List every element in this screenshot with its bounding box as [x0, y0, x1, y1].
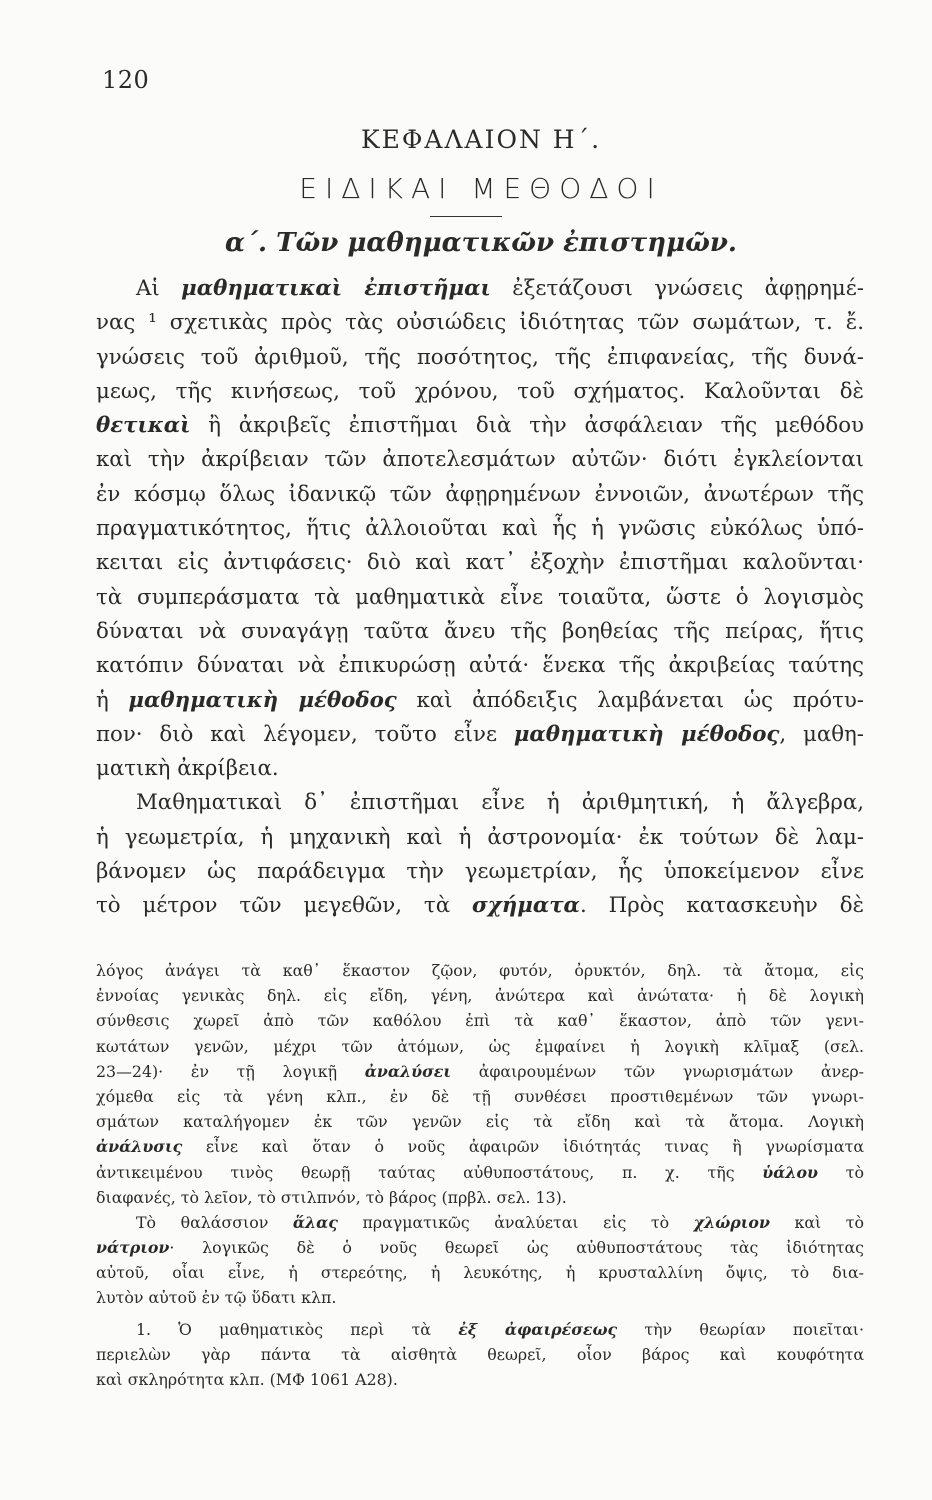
text-line: κειται εἰς ἀντιφάσεις· διὸ καὶ κατ᾿ ἐξοχὴν ἐπιστῆμαι καλοῦνται·	[96, 550, 864, 576]
body-text	[96, 272, 864, 924]
footnote-line: σμάτων καταλήγομεν ἐκ τῶν γενῶν εἰς τὰ εἴδη καὶ τὰ ἄτομα. Λογικὴ	[96, 1112, 864, 1132]
page-number: 120	[102, 66, 150, 94]
text-line: γνώσεις τοῦ ἀριθμοῦ, τῆς ποσότητος, τῆς ἐπιφανείας, τῆς δυνά-	[96, 344, 864, 370]
footnote-line: χόμεθα εἰς τὰ γένη κλπ., ἐν δὲ τῇ συνθέσει προστιθεμένων τῶν γνωρι-	[96, 1086, 864, 1106]
text-line: Μαθηματικαὶ δ᾿ ἐπιστῆμαι εἶνε ἡ ἀριθμητική, ἡ ἄλγεβρα,	[136, 790, 864, 816]
footnote-line: σύνθεσις χωρεῖ ἀπὸ τῶν καθόλου ἐπὶ τὰ καθ᾿ ἕκαστον, ἀπὸ τῶν γενι-	[96, 1011, 864, 1031]
footnote-line: 23—24)· ἐν τῇ λογικῇ ἀναλύσει ἀφαιρουμένων τῶν γνωρισμάτων ἀνερ-	[96, 1061, 864, 1081]
footnotes	[96, 958, 864, 1392]
footnote-line: αὐτοῦ, οἷαι εἶνε, ἡ στερεότης, ἡ λευκότης, ἡ κρυσταλλίνη ὄψις, τὸ δια-	[96, 1263, 864, 1283]
footnote-line: ἀνάλυσις εἶνε καὶ ὅταν ὁ νοῦς ἀφαιρῶν ἰδιότητάς τινας ἢ γνωρίσματα	[96, 1137, 864, 1157]
text-line: ματικὴ ἀκρίβεια.	[96, 756, 279, 782]
text-line: νας ¹ σχετικὰς πρὸς τὰς οὐσιώδεις ἰδιότητας τῶν σωμάτων, τ. ἔ.	[96, 310, 864, 336]
text-line: δύναται νὰ συναγάγῃ ταῦτα ἄνευ τῆς βοηθείας τῆς πείρας, ἥτις	[96, 618, 864, 644]
text-line: μεως, τῆς κινήσεως, τοῦ χρόνου, τοῦ σχήματος. Καλοῦνται δὲ	[96, 378, 864, 404]
footnote-line: ἐννοίας γενικὰς δηλ. εἰς εἴδη, γένη, ἀνώτερα καὶ ἀνώτατα· ἡ δὲ λογικὴ	[96, 986, 864, 1006]
text-line: Αἱ μαθηματικαὶ ἐπιστῆμαι ἐξετάζουσι γνώσεις ἀφῃρημέ-	[136, 276, 864, 301]
text-line: κατόπιν δύναται νὰ ἐπικυρώσῃ αὐτά· ἕνεκα τῆς ἀκριβείας ταύτης	[96, 653, 864, 679]
text-line: πον· διὸ καὶ λέγομεν, τοῦτο εἶνε μαθηματικὴ μέθοδος, μαθη-	[96, 721, 864, 747]
text-line: θετικαὶ ἢ ἀκριβεῖς ἐπιστῆμαι διὰ τὴν ἀσφάλειαν τῆς μεθόδου	[96, 413, 864, 439]
footnote-line: ἀντικειμένου τινὸς θεωρῇ ταύτας αὐθυποστάτους, π. χ. τῆς ὑάλου τὸ	[96, 1162, 864, 1182]
footnote-line: 1. Ὁ μαθηματικὸς περὶ τὰ ἐξ ἀφαιρέσεως τὴν θεωρίαν ποιεῖται·	[136, 1319, 864, 1339]
text-line: καὶ τὴν ἀκρίβειαν τῶν ἀποτελεσμάτων αὐτῶν· διότι ἐγκλείονται	[96, 447, 864, 473]
footnote-line: καὶ σκληρότητα κλπ. (ΜΦ 1061 Α28).	[96, 1370, 398, 1389]
footnote-line: νάτριον· λογικῶς δὲ ὁ νοῦς θεωρεῖ ὡς αὐθυποστάτους τὰς ἰδιότητας	[96, 1238, 864, 1258]
text-line: πραγματικότητος, ἥτις ἀλλοιοῦται καὶ ἧς ἡ γνῶσις εὐκόλως ὑπό-	[96, 516, 864, 542]
text-line: τὸ μέτρον τῶν μεγεθῶν, τὰ σχήματα. Πρὸς κατασκευὴν δὲ	[96, 893, 864, 919]
title-divider	[430, 216, 502, 217]
footnote-line: περιελὼν γὰρ πάντα τὰ αἰσθητὰ θεωρεῖ, οἷον βάρος καὶ κουφότητα	[96, 1344, 864, 1364]
text-line: ἐν κόσμῳ ὅλως ἰδανικῷ τῶν ἀφῃρημένων ἐννοιῶν, ἀνωτέρων τῆς	[96, 481, 864, 507]
text-line: βάνομεν ὡς παράδειγμα τὴν γεωμετρίαν, ἧς ὑποκείμενον εἶνε	[96, 859, 864, 885]
section-heading: α΄. Τῶν μαθηματικῶν ἐπιστημῶν.	[225, 228, 737, 258]
text-line: ἡ γεωμετρία, ἡ μηχανικὴ καὶ ἡ ἀστρονομία· ἐκ τούτων δὲ λαμ-	[96, 824, 864, 850]
footnote-line: διαφανές, τὸ λεῖον, τὸ στιλπνόν, τὸ βάρος (πρβλ. σελ. 13).	[96, 1187, 567, 1207]
footnote-line: λυτὸν αὐτοῦ ἐν τῷ ὕδατι κλπ.	[96, 1288, 337, 1308]
text-line: ἡ μαθηματικὴ μέθοδος καὶ ἀπόδειξις λαμβάνεται ὡς πρότυ-	[96, 687, 864, 713]
footnote-line: λόγος ἀνάγει τὰ καθ᾿ ἕκαστον ζῷον, φυτόν, ὀρυκτόν, δηλ. τὰ ἄτομα, εἰς	[96, 961, 864, 980]
chapter-title: ΕΙΔΙΚΑΙ ΜΕΘΟΔΟΙ	[299, 172, 663, 205]
footnote-line: Τὸ θαλάσσιον ἅλας πραγματικῶς ἀναλύεται εἰς τὸ χλώριον καὶ τὸ	[136, 1212, 864, 1232]
footnote-line: κωτάτων γενῶν, μέχρι τῶν ἀτόμων, ὡς ἐμφαίνει ἡ λογικὴ κλῖμαξ (σελ.	[96, 1036, 864, 1056]
text-line: τὰ συμπεράσματα τὰ μαθηματικὰ εἶνε τοιαῦτα, ὥστε ὁ λογισμὸς	[96, 584, 864, 610]
chapter-label: ΚΕΦΑΛΑΙΟΝ Η΄.	[360, 125, 602, 154]
